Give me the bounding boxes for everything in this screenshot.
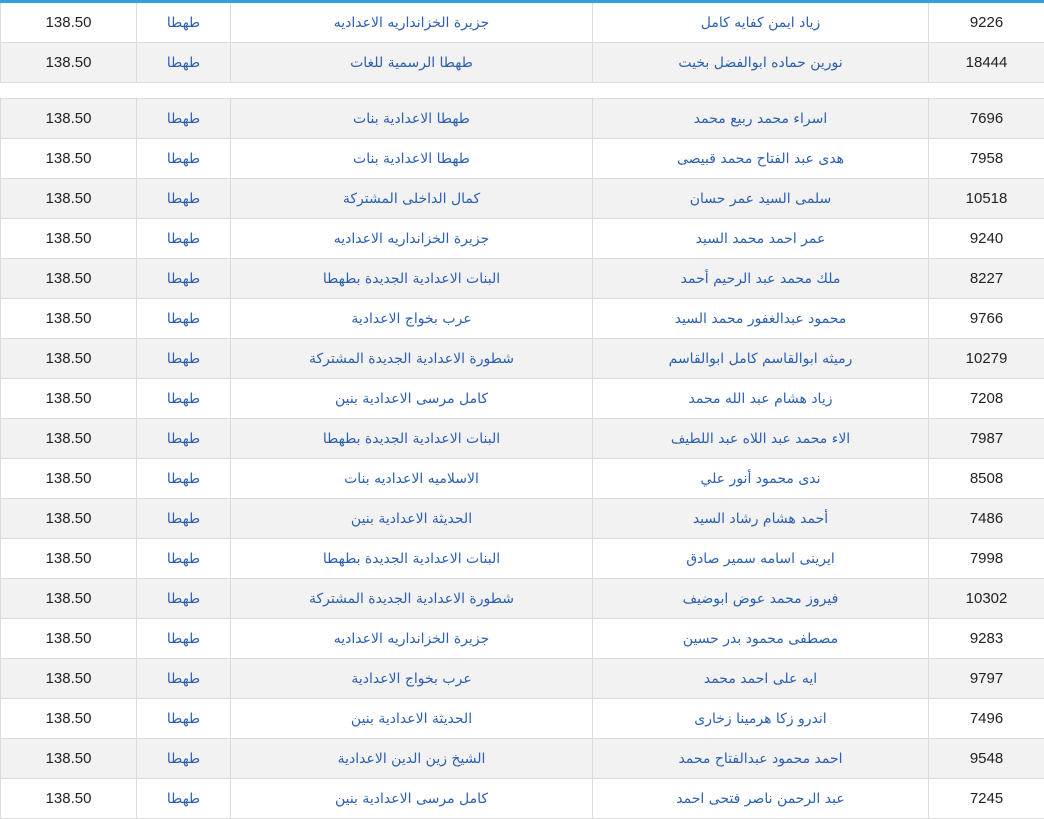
results-table-container xyxy=(0,3,1044,819)
table-row xyxy=(1,739,1044,779)
student-name-cell: ايه على احمد محمد xyxy=(593,659,929,699)
table-row xyxy=(1,779,1044,819)
city-cell: طهطا xyxy=(137,219,231,259)
table-row xyxy=(1,699,1044,739)
city-cell: طهطا xyxy=(137,739,231,779)
table-row xyxy=(1,459,1044,499)
seat-number-cell: 7486 xyxy=(929,499,1044,539)
separator-cell xyxy=(1,83,1044,99)
score-cell: 138.50 xyxy=(1,99,137,139)
school-cell: عرب بخواج الاعدادية xyxy=(231,659,593,699)
city-cell: طهطا xyxy=(137,459,231,499)
table-row xyxy=(1,579,1044,619)
seat-number-cell: 7998 xyxy=(929,539,1044,579)
student-name-cell: ايرينى اسامه سمير صادق xyxy=(593,539,929,579)
city-cell: طهطا xyxy=(137,299,231,339)
seat-number-cell: 10518 xyxy=(929,179,1044,219)
seat-number-cell: 7958 xyxy=(929,139,1044,179)
table-row xyxy=(1,139,1044,179)
table-row xyxy=(1,219,1044,259)
city-cell: طهطا xyxy=(137,379,231,419)
city-cell: طهطا xyxy=(137,259,231,299)
student-name-cell: هدى عبد الفتاح محمد قبيصى xyxy=(593,139,929,179)
student-name-cell: اسراء محمد ربيع محمد xyxy=(593,99,929,139)
student-name-cell: نورين حماده ابوالفضل بخيت xyxy=(593,43,929,83)
city-cell: طهطا xyxy=(137,539,231,579)
city-cell: طهطا xyxy=(137,619,231,659)
student-name-cell: عبد الرحمن ناصر فتحى احمد xyxy=(593,779,929,819)
student-name-cell: ملك محمد عبد الرحيم أحمد xyxy=(593,259,929,299)
city-cell: طهطا xyxy=(137,179,231,219)
table-row xyxy=(1,499,1044,539)
school-cell: جزيرة الخزانداريه الاعداديه xyxy=(231,219,593,259)
school-cell: طهطا الرسمية للغات xyxy=(231,43,593,83)
student-name-cell: مصطفى محمود بدر حسين xyxy=(593,619,929,659)
city-cell: طهطا xyxy=(137,699,231,739)
score-cell: 138.50 xyxy=(1,699,137,739)
school-cell: عرب بخواج الاعدادية xyxy=(231,299,593,339)
score-cell: 138.50 xyxy=(1,419,137,459)
school-cell: جزيرة الخزانداريه الاعداديه xyxy=(231,619,593,659)
score-cell: 138.50 xyxy=(1,299,137,339)
student-name-cell: ندى محمود أنور علي xyxy=(593,459,929,499)
seat-number-cell: 9766 xyxy=(929,299,1044,339)
table-row xyxy=(1,619,1044,659)
student-name-cell: عمر احمد محمد السيد xyxy=(593,219,929,259)
table-row xyxy=(1,419,1044,459)
score-cell: 138.50 xyxy=(1,43,137,83)
student-name-cell: الاء محمد عبد اللاه عبد اللطيف xyxy=(593,419,929,459)
school-cell: البنات الاعدادية الجديدة بطهطا xyxy=(231,259,593,299)
city-cell: طهطا xyxy=(137,579,231,619)
student-name-cell: أحمد هشام رشاد السيد xyxy=(593,499,929,539)
school-cell: شطورة الاعدادية الجديدة المشتركة xyxy=(231,339,593,379)
score-cell: 138.50 xyxy=(1,579,137,619)
school-cell: كامل مرسى الاعدادية بنين xyxy=(231,379,593,419)
student-name-cell: سلمى السيد عمر حسان xyxy=(593,179,929,219)
score-cell: 138.50 xyxy=(1,179,137,219)
city-cell: طهطا xyxy=(137,3,231,43)
results-table-body xyxy=(1,3,1044,819)
student-name-cell: محمود عبدالغفور محمد السيد xyxy=(593,299,929,339)
school-cell: الحديثة الاعدادية بنين xyxy=(231,499,593,539)
table-row xyxy=(1,3,1044,43)
seat-number-cell: 9797 xyxy=(929,659,1044,699)
school-cell: الاسلاميه الاعداديه بنات xyxy=(231,459,593,499)
school-cell: الحديثة الاعدادية بنين xyxy=(231,699,593,739)
score-cell: 138.50 xyxy=(1,459,137,499)
city-cell: طهطا xyxy=(137,779,231,819)
seat-number-cell: 9548 xyxy=(929,739,1044,779)
school-cell: الشيخ زين الدين الاعدادية xyxy=(231,739,593,779)
seat-number-cell: 10279 xyxy=(929,339,1044,379)
score-cell: 138.50 xyxy=(1,779,137,819)
student-name-cell: احمد محمود عبدالفتاح محمد xyxy=(593,739,929,779)
score-cell: 138.50 xyxy=(1,339,137,379)
school-cell: البنات الاعدادية الجديدة بطهطا xyxy=(231,539,593,579)
score-cell: 138.50 xyxy=(1,539,137,579)
table-row xyxy=(1,339,1044,379)
score-cell: 138.50 xyxy=(1,139,137,179)
group-separator xyxy=(1,83,1044,99)
table-row xyxy=(1,659,1044,699)
seat-number-cell: 7696 xyxy=(929,99,1044,139)
school-cell: شطورة الاعدادية الجديدة المشتركة xyxy=(231,579,593,619)
seat-number-cell: 8508 xyxy=(929,459,1044,499)
table-row xyxy=(1,299,1044,339)
seat-number-cell: 18444 xyxy=(929,43,1044,83)
city-cell: طهطا xyxy=(137,499,231,539)
city-cell: طهطا xyxy=(137,419,231,459)
score-cell: 138.50 xyxy=(1,499,137,539)
seat-number-cell: 7208 xyxy=(929,379,1044,419)
student-name-cell: زياد ايمن كفايه كامل xyxy=(593,3,929,43)
school-cell: جزيرة الخزانداريه الاعداديه xyxy=(231,3,593,43)
seat-number-cell: 9226 xyxy=(929,3,1044,43)
table-row xyxy=(1,179,1044,219)
seat-number-cell: 8227 xyxy=(929,259,1044,299)
city-cell: طهطا xyxy=(137,339,231,379)
seat-number-cell: 7987 xyxy=(929,419,1044,459)
seat-number-cell: 10302 xyxy=(929,579,1044,619)
school-cell: كمال الداخلى المشتركة xyxy=(231,179,593,219)
results-table xyxy=(0,3,1044,819)
school-cell: البنات الاعدادية الجديدة بطهطا xyxy=(231,419,593,459)
table-row xyxy=(1,43,1044,83)
seat-number-cell: 7245 xyxy=(929,779,1044,819)
table-row xyxy=(1,259,1044,299)
student-name-cell: زياد هشام عبد الله محمد xyxy=(593,379,929,419)
score-cell: 138.50 xyxy=(1,739,137,779)
student-name-cell: فيروز محمد عوض ابوضيف xyxy=(593,579,929,619)
city-cell: طهطا xyxy=(137,99,231,139)
school-cell: طهطا الاعدادية بنات xyxy=(231,99,593,139)
score-cell: 138.50 xyxy=(1,219,137,259)
student-name-cell: اندرو زكا هرمينا زخارى xyxy=(593,699,929,739)
table-row xyxy=(1,539,1044,579)
score-cell: 138.50 xyxy=(1,619,137,659)
city-cell: طهطا xyxy=(137,659,231,699)
score-cell: 138.50 xyxy=(1,259,137,299)
seat-number-cell: 9240 xyxy=(929,219,1044,259)
table-row xyxy=(1,379,1044,419)
score-cell: 138.50 xyxy=(1,3,137,43)
student-name-cell: رميثه ابوالقاسم كامل ابوالقاسم xyxy=(593,339,929,379)
table-row xyxy=(1,99,1044,139)
seat-number-cell: 9283 xyxy=(929,619,1044,659)
city-cell: طهطا xyxy=(137,43,231,83)
school-cell: طهطا الاعدادية بنات xyxy=(231,139,593,179)
score-cell: 138.50 xyxy=(1,379,137,419)
city-cell: طهطا xyxy=(137,139,231,179)
seat-number-cell: 7496 xyxy=(929,699,1044,739)
score-cell: 138.50 xyxy=(1,659,137,699)
school-cell: كامل مرسى الاعدادية بنين xyxy=(231,779,593,819)
